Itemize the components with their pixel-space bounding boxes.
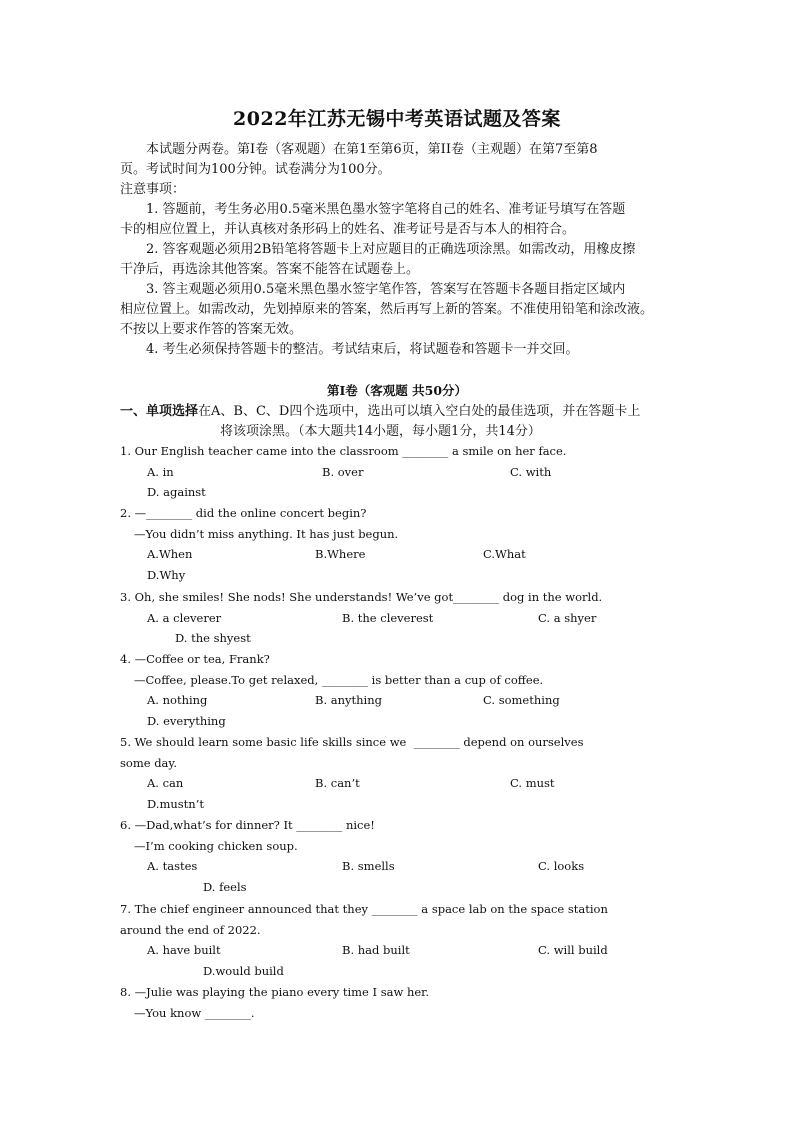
option-c: C.What — [483, 547, 526, 562]
option-b: B. can’t — [315, 776, 360, 791]
question-5 — [120, 732, 680, 815]
note-line: 不按以上要求作答的答案无效。 — [120, 322, 303, 337]
option-c: C. something — [483, 693, 560, 708]
question-stem-cont: around the end of 2022. — [120, 922, 261, 937]
section-heading: 一、单项选择 — [120, 404, 199, 419]
intro-line: 本试题分两卷。第I卷（客观题）在第1至第6页，第II卷（主观题）在第7至第8 — [146, 142, 598, 157]
note-line: 卡的相应位置上，并认真核对条形码上的姓名、准考证号是否与本人的相符合。 — [120, 222, 576, 237]
question-stem: 5. We should learn some basic life skills since we ________ depend on ourselves — [120, 735, 584, 749]
option-d: D.mustn’t — [147, 797, 204, 812]
option-a: A. tastes — [147, 859, 198, 874]
question-8 — [120, 982, 680, 1023]
instr-line: 将该项涂黑。（本大题共14小题，每小题1分，共14分） — [220, 424, 541, 439]
question-stem-reply: —Coffee, please.To get relaxed, ________ is better than a cup of coffee. — [134, 672, 544, 687]
intro-line: 页。考试时间为100分钟。试卷满分为100分。 — [120, 162, 391, 177]
question-stem: 4. —Coffee or tea, Frank? — [120, 652, 270, 666]
option-d: D.Why — [147, 568, 186, 583]
intro-block — [120, 140, 676, 360]
option-c: C. must — [510, 776, 555, 791]
option-b: B. had built — [342, 943, 410, 958]
question-6 — [120, 815, 680, 898]
note-line: 2. 答客观题必须用2B铅笔将答题卡上对应题目的正确选项涂黑。如需改动，用橡皮擦 — [146, 242, 636, 257]
question-stem-cont: some day. — [120, 755, 178, 770]
question-stem-reply: —You know ________. — [134, 1005, 255, 1020]
option-a: A. nothing — [147, 693, 208, 708]
option-d: D. the shyest — [175, 631, 251, 646]
option-c: C. a shyer — [538, 610, 597, 625]
question-stem: 7. The chief engineer announced that they ________ a space lab on the space station — [120, 902, 608, 916]
section-title: 第Ⅰ卷（客观题 共50分） — [326, 383, 468, 398]
option-b: B.Where — [315, 547, 366, 562]
option-b: B. over — [322, 464, 364, 479]
option-c: C. with — [510, 464, 552, 479]
question-stem: 8. —Julie was playing the piano every time I saw her. — [120, 985, 430, 999]
option-a: A.When — [147, 547, 193, 562]
question-stem-reply: —You didn’t miss anything. It has just begun. — [134, 526, 399, 541]
question-3 — [120, 587, 680, 649]
question-stem: 2. —________ did the online concert begin? — [120, 506, 367, 520]
question-7 — [120, 899, 680, 982]
option-c: C. will build — [538, 943, 608, 958]
note-line: 3. 答主观题必须用0.5毫米黑色墨水签字笔作答，答案写在答题卡各题目指定区域内 — [146, 282, 626, 297]
question-1 — [120, 441, 680, 503]
section-instructions — [120, 402, 676, 442]
option-d: D.would build — [203, 964, 284, 979]
question-stem: 1. Our English teacher came into the classroom ________ a smile on her face. — [120, 444, 567, 458]
note-line: 4. 考生必须保持答题卡的整洁。考试结束后，将试题卷和答题卡一并交回。 — [146, 342, 579, 357]
option-c: C. looks — [538, 859, 585, 874]
option-a: A. in — [147, 464, 174, 479]
note-line: 干净后，再选涂其他答案。答案不能答在试题卷上。 — [120, 262, 420, 277]
option-d: D. feels — [203, 880, 247, 895]
question-2 — [120, 503, 680, 586]
note-line: 1. 答题前，考生务必用0.5毫米黑色墨水签字笔将自己的姓名、准考证号填写在答题 — [146, 202, 626, 217]
option-a: A. can — [147, 776, 184, 791]
question-stem: 3. Oh, she smiles! She nods! She understands! We’ve got________ dog in the world. — [120, 590, 603, 604]
notes-title: 注意事项： — [120, 182, 186, 197]
question-4 — [120, 649, 680, 732]
option-a: A. a cleverer — [147, 610, 222, 625]
question-stem: 6. —Dad,what’s for dinner? It ________ nice! — [120, 818, 375, 832]
question-stem-reply: —I’m cooking chicken soup. — [134, 838, 298, 853]
option-d: D. against — [147, 485, 206, 500]
page-title: 2022年江苏无锡中考英语试题及答案 — [233, 108, 561, 130]
option-b: B. the cleverest — [342, 610, 434, 625]
option-b: B. smells — [342, 859, 395, 874]
option-a: A. have built — [147, 943, 221, 958]
option-d: D. everything — [147, 714, 226, 729]
instr-line: 在A、B、C、D四个选项中，选出可以填入空白处的最佳选项，并在答题卡上 — [198, 404, 641, 419]
option-b: B. anything — [315, 693, 382, 708]
note-line: 相应位置上。如需改动，先划掉原来的答案，然后再写上新的答案。不准使用铅笔和涂改液。 — [120, 302, 654, 317]
